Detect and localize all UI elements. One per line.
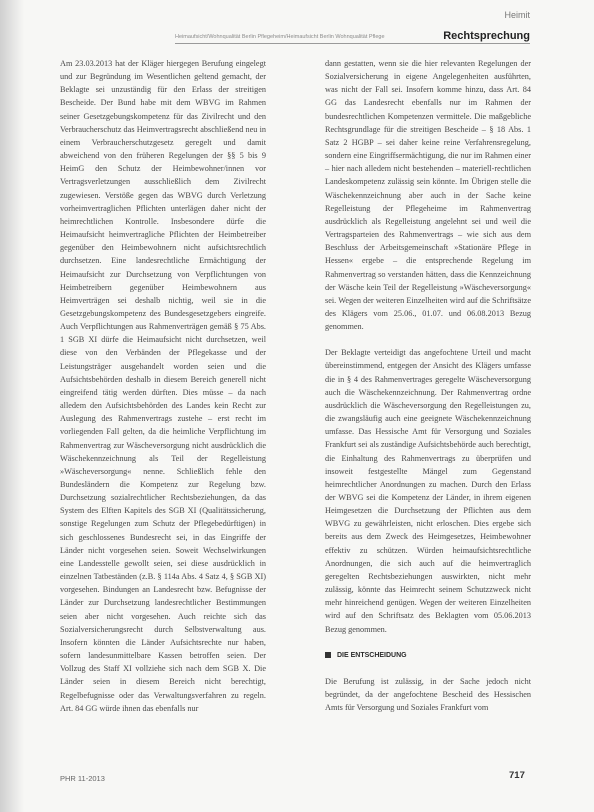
page-number: 717 [509, 770, 525, 781]
footer-journal: PHR 11-2013 [60, 774, 105, 783]
running-head-text: Heimaufsicht/Wohnqualität Berlin Pflegeheim/Heimaufsicht Berlin Wohnqualität Pflege [175, 34, 385, 40]
section-title: Rechtsprechung [443, 30, 530, 42]
square-bullet-icon [325, 652, 331, 658]
page-fold-shadow [0, 0, 24, 812]
paragraph: Am 23.03.2013 hat der Kläger hiergegen Berufung eingelegt und zur Begründung im Wesentlichen geltend gemacht, der Beklagte sei unzuständig für den Erlass der streitigen Bescheide. Der Bund habe mit dem WBVG im Rahmen seiner Gesetzgebungskompetenz für das Zivilrecht und den Verbraucherschutz das Heimvertragsrecht abschließend neu in einem Verbraucherschutzgesetz geregelt und damit abweichend von den früheren Regelungen der §§ 5 bis 9 HeimG den Schutz der Heimbewohner/innen vor Vertragsverletzungen ausschließlich dem Zivilrecht zugewiesen. Verstöße gegen das WBVG durch Verletzung vorheimvertraglichen Pflichten unterlägen daher nicht der heimrechtlichen Kontrolle. Insbesondere dürfe die Heimaufsicht heimvertragliche Pflichten der Heimbetreiber gegenüber den Heimbewohnern nicht aufsichtsrechtlich durchsetzen. Eine landesrechtliche Ermächtigung der Heimaufsicht zur Durchsetzung von Verpflichtungen von Heimbetreibern gegenüber Heimbewohnern aus Heimverträgen sei deshalb nichtig, weil sie in die Gesetzgebungskompetenz des Bundesgesetzgebers eingreife. Auch Verpflichtungen aus Rahmenverträgen gemäß § 75 Abs. 1 SGB XI dürfe die Heimaufsicht nicht durchsetzen, weil diese von den Verbänden der Pflegekasse und der Leistungsträger ausgehandelt worden seien und die Aufsichtsbehörden deshalb in diesem Bereich generell nicht eingreifend tätig werden dürften. Dies müsse – da nach alledem den Aufsichtsbehörden des Landes kein Recht zur Auslegung des Rahmenvertrags zustehe – erst recht im vorliegenden Fall gelten, da die heimliche Verpflichtung im Rahmenvertrag zur Wäscheversorgung nicht ausdrücklich die Wäschekennzeichnung als Teil der Regelleistung »Wäscheversorgung« nenne. Schließlich fehle den Bundesländern die Kompetenz zur Regelung bzw. Durchsetzung sozialrechtlicher Rechtsbeziehungen, da das System des Elften Kapitels des SGB XI (Qualitätssicherung, sonstige Regelungen zum Schutz der Pflegebedürftigen) in sich geschlossenes Bundesrecht sei, in das Eingriffe der Länder nicht vorgesehen seien. Soweit Wechselwirkungen eine Landesstelle gewollt seien, sei diese ausdrücklich in einzelnen Tatbeständen (z.B. § 114a Abs. 4 Satz 4, § SGB XI) vorgesehen. Bindungen an Landesrecht bzw. Befugnisse der Länder zur Durchsetzung landesrechtlicher Bestimmungen seien aber nicht vorgesehen. Auch reichte sich das Sozialversicherungsrecht durch Selbstverwaltung aus. Insofern könnten die Länder Aufsichtsrechte nur haben, sofern landesunmittelbare Kassen betroffen seien. Der Vollzug des Staff XI vollziehe sich nach dem SGB X. Die Länder seien in diesem Bereich nicht berechtigt, Regelbefugnisse oder das Verwaltungsverfahren zu regeln. Art. 84 GG würde ihnen das ebenfalls nur [60, 59, 266, 713]
running-head [175, 26, 530, 44]
text-column-left [60, 57, 266, 715]
subheading-text: DIE ENTSCHEIDUNG [337, 651, 407, 659]
subheading [325, 649, 531, 662]
text-column-right [325, 57, 531, 714]
running-head-author: Heimit [504, 10, 530, 20]
paragraph: Die Berufung ist zulässig, in der Sache jedoch nicht begründet, da der angefochtene Bescheid des Hessischen Amts für Versorgung und Soziales Frankfurt vom [325, 676, 531, 713]
paragraph: dann gestatten, wenn sie die hier relevanten Regelungen der Sozialversicherung in eigene Angelegenheiten ausführten, was nicht der Fall sei. Insofern komme hinzu, dass Art. 84 GG das Landesrecht ebenfalls nur im Rahmen der bundesrechtlichen Kompetenzen vermittele. Die maßgebliche Rechtsgrundlage für die streitigen Bescheide – § 18 Abs. 1 Satz 2 HGBP – sei daher keine reine Verfahrensregelung, sondern eine Eingriffsermächtigung, die nur im Rahmen einer – hier nach alledem nicht bestehenden – materiell-rechtlichen Landeskompetenz zulässig sein könnte. Im Übrigen stelle die Wäschekennzeichnung aber auch in der Sache keine Regelleistung der Pflegeheime im Rahmenvertrag ausdrücklich als Regelleistung angelehnt sei und weil die Vertragsparteien des Rahmenvertrags – wie sich aus dem Beschluss der Arbeitsgemeinschaft »Stationäre Pflege in Hessen« ergebe – die entsprechende Regelung im Rahmenvertrag so verstanden hätten, dass die Kennzeichnung der Wäsche kein Teil der Regelleistung »Wäscheversorgung« sei. Wegen der weiteren Einzelheiten wird auf die Schriftsätze des Klägers vom 25.06., 01.07. und 06.08.2013 Bezug genommen. [325, 59, 531, 332]
paragraph: Der Beklagte verteidigt das angefochtene Urteil und macht übereinstimmend, entgegen der Ansicht des Klägers umfasse die in § 4 des Rahmenvertrages geregelte Wäscheversorgung auch die Wäschekennzeichnung. Der Rahmenvertrag ordne ausdrücklich die Wäscheversorgung den Regelleistungen zu, die zwangsläufig auch eine geeignete Wäschekennzeichnung umfasse. Das Hessische Amt für Versorgung und Soziales Frankfurt sei als zuständige Aufsichtsbehörde auch berechtigt, die Einhaltung des Rahmenvertrags zu überprüfen und insoweit festgestellte Mängel zum Gegenstand heimrechtlicher Anordnungen zu machen. Durch den Erlass der WBVG sei die Kompetenz der Länder, in ihrem eigenen Heimgesetzen die Durchsetzung der Pflichten aus dem WBVG zu gewährleisten, nicht erloschen. Dies ergebe sich bereits aus dem Zweck des Heimgesetzes, Heimbewohner effektiv zu schützen. Würden heimaufsichtsrechtliche Anordnungen, die sich auch auf die heimvertraglich geregelten Rechtsbeziehungen auswirkten, nicht mehr zulässig, könnte das Heimrecht seinem Schutzzweck nicht mehr hinreichend genügen. Wegen der weiteren Einzelheiten wird auf den Schriftsatz des Beklagten vom 05.06.2013 Bezug genommen. [325, 348, 531, 634]
